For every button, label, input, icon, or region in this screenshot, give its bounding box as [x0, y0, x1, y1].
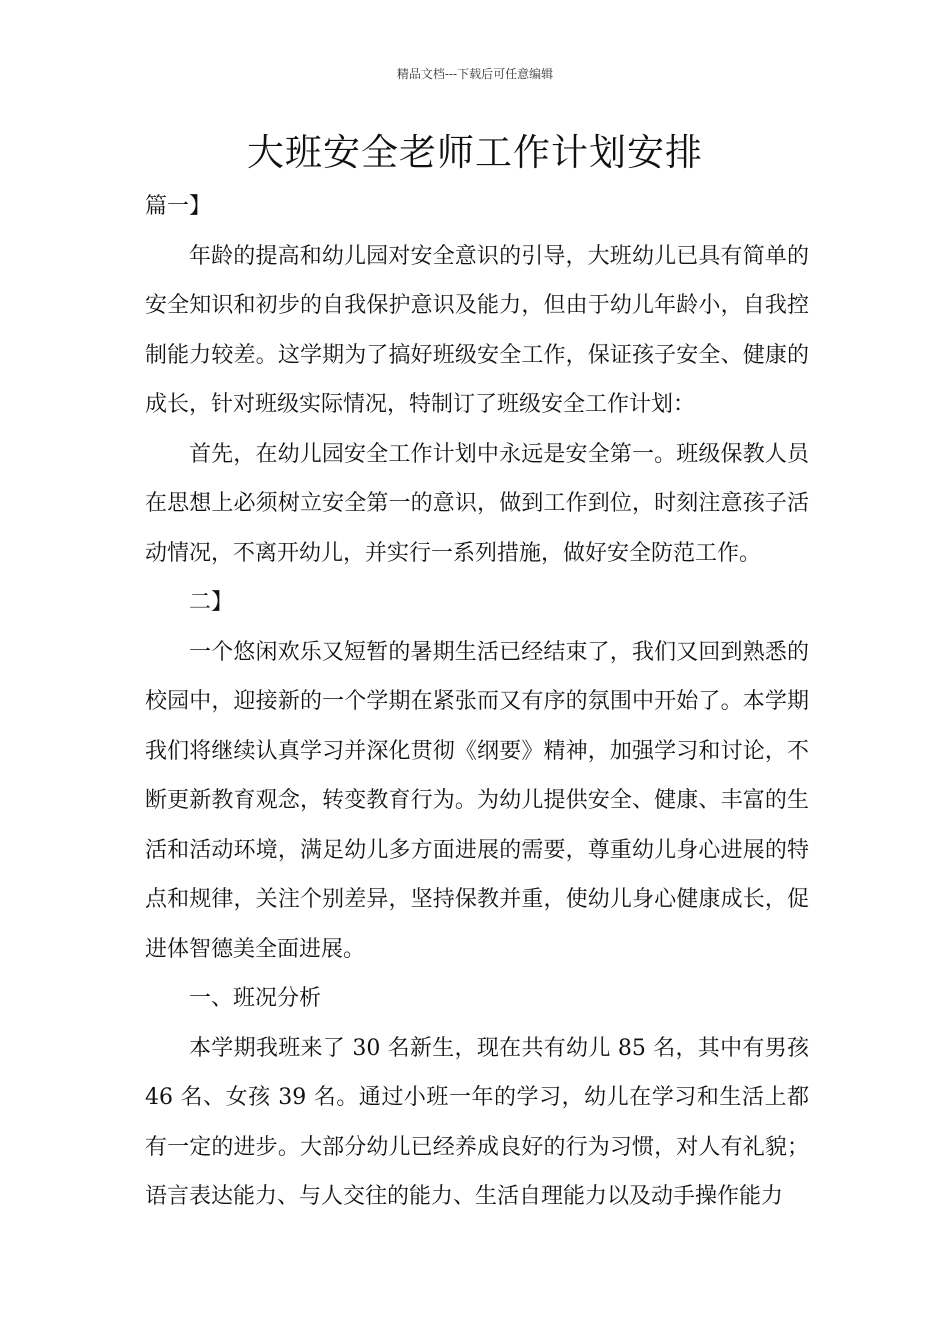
section-heading: 一、班况分析	[189, 986, 322, 1011]
paragraph: 一个悠闲欢乐又短暂的暑期生活已经结束了，我们又回到熟悉的校园中，迎接新的一个学期在紧张而又有序的氛围中开始了。本学期我们将继续认真学习并深化贯彻《纲要》精神，加强学习和讨论，不断更新教育观念，转变教育行为。为幼儿提供安全、健康、丰富的生活和活动环境，满足幼儿多方面进展的需要，尊重幼儿身心进展的特点和规律，关注个别差异，坚持保教并重，使幼儿身心健康成长，促进体智德美全面进展。	[145, 639, 809, 962]
document-body	[145, 182, 809, 1222]
section-label: 二】	[189, 590, 234, 615]
header-note: 精品文档---下载后可任意编辑	[396, 67, 554, 81]
section-label: 篇一】	[145, 194, 212, 219]
paragraph: 年龄的提高和幼儿园对安全意识的引导，大班幼儿已具有简单的安全知识和初步的自我保护意识及能力，但由于幼儿年龄小，自我控制能力较差。这学期为了搞好班级安全工作，保证孩子安全、健康的成长，针对班级实际情况，特制订了班级安全工作计划：	[145, 243, 809, 417]
document-title: 大班安全老师工作计划安排	[247, 131, 703, 174]
paragraph: 首先，在幼儿园安全工作计划中永远是安全第一。班级保教人员在思想上必须树立安全第一的意识，做到工作到位，时刻注意孩子活动情况，不离开幼儿，并实行一系列措施，做好安全防范工作。	[145, 441, 809, 566]
paragraph: 本学期我班来了 30 名新生，现在共有幼儿 85 名，其中有男孩 46 名、女孩 39 名。通过小班一年的学习，幼儿在学习和生活上都有一定的进步。大部分幼儿已经养成良好的行为习惯，对人有礼貌；语言表达能力、与人交往的能力、生活自理能力以及动手操作能力	[145, 1035, 809, 1209]
